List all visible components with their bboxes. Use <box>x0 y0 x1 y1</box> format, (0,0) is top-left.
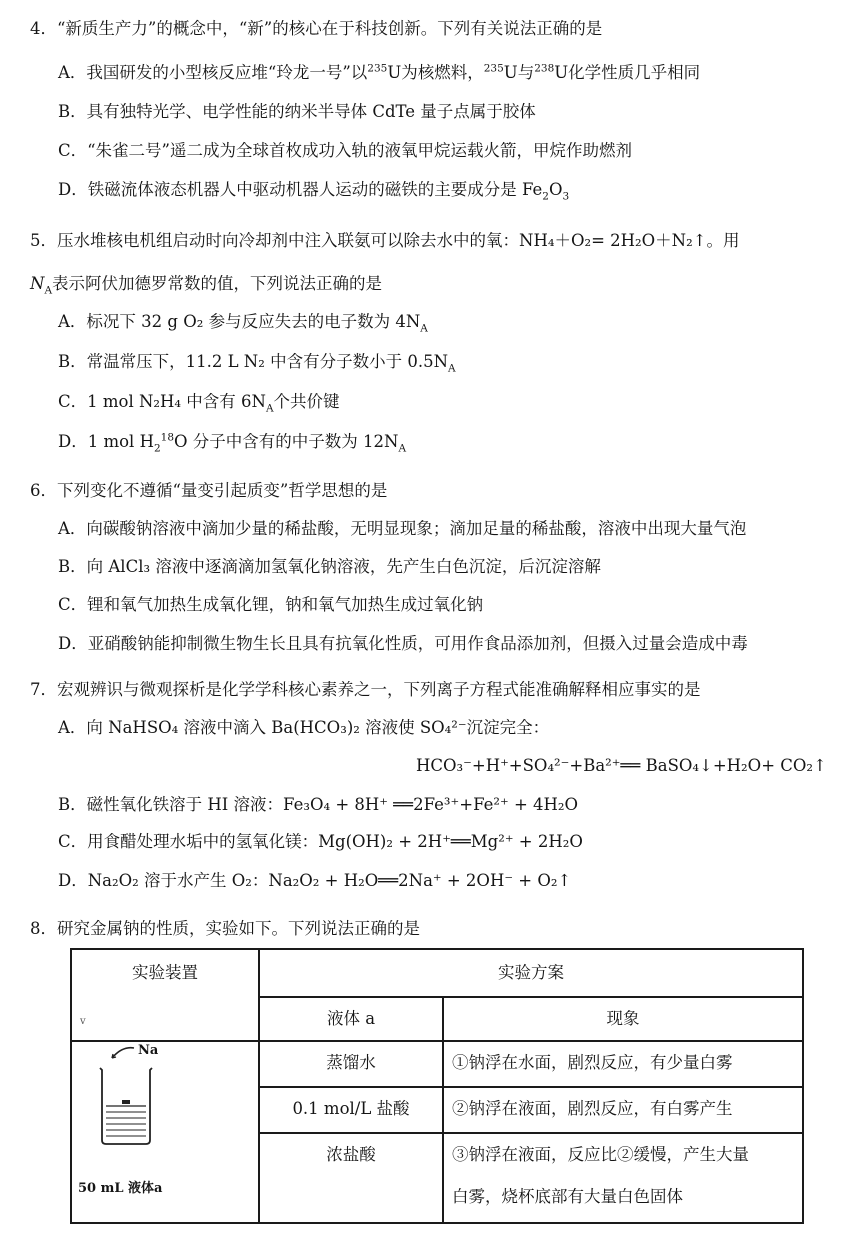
row2-liquid: 0.1 mol/L 盐酸 <box>292 1099 410 1118</box>
q7-option-a: A．向 NaHSO₄ 溶液中滴入 Ba(HCO₃)₂ 溶液使 SO₄²⁻沉淀完全： <box>58 718 550 737</box>
q5-option-a: A．标况下 32 g O₂ 参与反应失去的电子数为 $4N_A$ <box>58 312 428 335</box>
q5-stem-line2: $N_A$表示阿伏加德罗常数的值，下列说法正确的是 <box>30 274 383 297</box>
q6-stem: 6．下列变化不遵循“量变引起质变”哲学思想的是 <box>30 481 388 500</box>
q5-option-d: D．1 mol $H_2^{18}O$ 分子中含有的中子数为 $12N_A$ <box>58 431 407 455</box>
q6-option-b: B．向 AlCl₃ 溶液中逐滴滴加氢氧化钠溶液，先产生白色沉淀，后沉淀溶解 <box>58 557 601 576</box>
q4-option-a: A．我国研发的小型核反应堆“玲龙一号”以$^{235}$U为核燃料，$^{235}$U与$^{238}$U化学性质几乎相同 <box>58 62 701 82</box>
q7-stem: 7．宏观辨识与微观探析是化学学科核心素养之一，下列离子方程式能准确解释相应事实的是 <box>30 680 701 699</box>
row1-liquid: 蒸馏水 <box>326 1053 376 1072</box>
q6-option-a: A．向碳酸钠溶液中滴加少量的稀盐酸，无明显现象；滴加足量的稀盐酸，溶液中出现大量气泡 <box>58 519 747 538</box>
q5-option-b: B．常温常压下，11.2 L N₂ 中含有分子数小于 $0.5N_A$ <box>58 352 456 375</box>
q5-stem: 5．压水堆核电机组启动时向冷却剂中注入联氨可以除去水中的氧：NH₄＋O₂= 2H₂O＋N₂↑。用 <box>30 231 740 250</box>
q7-option-d: D．Na₂O₂ 溶于水产生 O₂：Na₂O₂ + H₂O══2Na⁺ + 2OH⁻ + O₂↑ <box>58 871 572 890</box>
q6-option-d: D．亚硝酸钠能抑制微生物生长且具有抗氧化性质，可用作食品添加剂，但摄入过量会造成中毒 <box>58 634 748 653</box>
q4-option-d: D．铁磁流体液态机器人中驱动机器人运动的磁铁的主要成分是 $Fe_2O_3$ <box>58 180 570 203</box>
q4-option-c: C．“朱雀二号”遥二成为全球首枚成功入轨的液氧甲烷运载火箭，甲烷作助燃剂 <box>58 141 632 160</box>
q7-option-a-equation: HCO₃⁻+H⁺+SO₄²⁻+Ba²⁺══ BaSO₄↓+H₂O+ CO₂↑ <box>416 756 827 775</box>
q4-stem: 4．“新质生产力”的概念中，“新”的核心在于科技创新。下列有关说法正确的是 <box>30 19 603 38</box>
experiment-table: 实验装置 实验方案 液体 a 现象 v Na 50 mL 液体a 蒸馏水 ①钠浮在水面，剧烈反应，有少量白雾 0.1 mol/L 盐酸 ②钠浮在液面，剧烈反应，有白雾产生 浓盐酸 ③钠浮在液面，反应比②缓慢，产生大量 白雾，烧杯底部有大量白色固体 <box>70 948 804 1224</box>
q6-option-c: C．锂和氧气加热生成氧化锂，钠和氧气加热生成过氧化钠 <box>58 595 484 614</box>
q7-option-b: B．磁性氧化铁溶于 HI 溶液：Fe₃O₄ + 8H⁺ ══2Fe³⁺+Fe²⁺ + 4H₂O <box>58 795 579 814</box>
row3-phenomenon-line2: 白雾，烧杯底部有大量白色固体 <box>452 1187 683 1206</box>
header-plan: 实验方案 <box>498 963 564 982</box>
row2-phenomenon: ②钠浮在液面，剧烈反应，有白雾产生 <box>452 1099 733 1118</box>
q5-option-c: C．1 mol N₂H₄ 中含有 $6N_A$个共价键 <box>58 392 340 415</box>
header-liquid: 液体 a <box>326 1009 376 1028</box>
sodium-label: Na <box>138 1043 159 1058</box>
row3-phenomenon-line1: ③钠浮在液面，反应比②缓慢，产生大量 <box>452 1145 749 1164</box>
q4-option-b: B．具有独特光学、电学性能的纳米半导体 CdTe 量子点属于胶体 <box>58 102 536 121</box>
row3-liquid: 浓盐酸 <box>326 1145 376 1164</box>
header-phenomenon: 现象 <box>606 1009 640 1028</box>
beaker-label: 50 mL 液体a <box>78 1181 163 1196</box>
header-device: 实验装置 <box>132 963 198 982</box>
q7-option-c: C．用食醋处理水垢中的氢氧化镁：Mg(OH)₂ + 2H⁺══Mg²⁺ + 2H₂O <box>58 832 583 851</box>
row1-phenomenon: ①钠浮在水面，剧烈反应，有少量白雾 <box>452 1053 733 1072</box>
q8-stem: 8．研究金属钠的性质，实验如下。下列说法正确的是 <box>30 919 420 938</box>
